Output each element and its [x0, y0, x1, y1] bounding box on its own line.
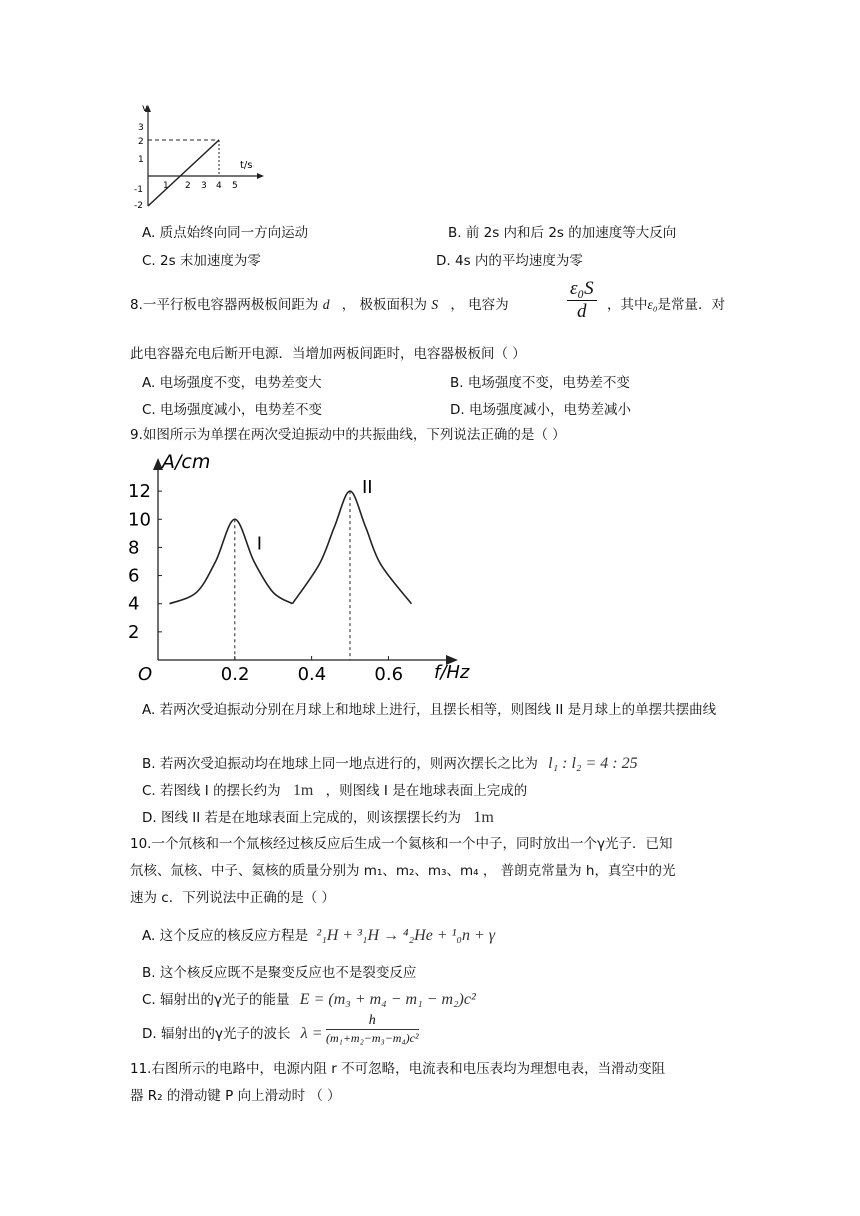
chart-series-label-II: II — [362, 477, 373, 499]
q9-option-c-math: 1m — [292, 782, 314, 799]
vt-ytick: -1 — [134, 185, 143, 195]
chart-x-tick-label: 0.6 — [374, 664, 404, 684]
chart-y-tick-label: 2 — [128, 621, 140, 643]
chart-x-tick-label: 0.2 — [220, 664, 250, 684]
q7-option-c: C. 2s 末加速度为零 — [142, 253, 261, 269]
vt-line — [148, 140, 219, 206]
chart-series-label-I: I — [256, 533, 263, 555]
vt-xtick: 3 — [201, 181, 207, 191]
vt-ytick: 2 — [138, 137, 144, 147]
chart-xlabel: f/Hz — [434, 662, 470, 683]
chart-ylabel: A/cm — [162, 451, 211, 473]
vt-ytick: -2 — [134, 201, 143, 211]
q10-option-c-math: E = (m₃ + m₄ − m₁ − m₂)c² — [299, 991, 476, 1008]
wavelength-fraction — [326, 1012, 419, 1047]
chart-y-tick-label: 12 — [128, 481, 151, 503]
q8-var-s: S — [431, 297, 439, 312]
vt-ylabel: v — [142, 103, 148, 114]
q9-option-d-text: D. 图线 II 若是在地球表面上完成的，则该摆摆长约为 — [142, 810, 462, 826]
q9-option-d — [142, 806, 494, 827]
vt-xtick: 1 — [163, 181, 169, 191]
q10-option-d-text: D. 辐射出的γ光子的波长 — [142, 1026, 291, 1042]
chart-y-tick-label: 8 — [128, 537, 140, 559]
q10-option-c — [142, 988, 476, 1009]
q8-stem-text: 是常量．对 — [657, 297, 726, 313]
capacitance-fraction — [567, 278, 597, 323]
q11-stem-line2: 器 R₂ 的滑动键 P 向上滑动时 （ ） — [130, 1088, 341, 1104]
vt-xtick: 5 — [232, 181, 238, 191]
vt-ytick: 1 — [138, 155, 144, 165]
q9-option-b — [142, 752, 638, 773]
q8-stem-line1-tail — [607, 294, 725, 316]
chart-y-tick-label: 4 — [128, 593, 140, 615]
q8-stem-line2: 此电容器充电后断开电源．当增加两板间距时，电容器极板间（ ） — [130, 346, 526, 362]
q10-option-d-lambda: λ = — [300, 1025, 323, 1042]
q8-stem-text: ， 电容为 — [450, 297, 509, 313]
q9-option-b-math: l₁ : l₂ = 4 : 25 — [548, 755, 638, 772]
q8-stem-text: ， 极板面积为 — [341, 297, 428, 313]
q8-option-b: B. 电场强度不变，电势差不变 — [450, 375, 630, 391]
q9-option-c-text: ，则图线 I 是在地球表面上完成的 — [325, 783, 528, 799]
q9-option-a-line1: A. 若两次受迫振动分别在月球上和地球上进行，且摆长相等，则图线 II 是月球上的单摆共摆曲线 — [142, 702, 717, 718]
resonance-chart — [128, 448, 488, 684]
q10-stem-line3: 速为 c．下列说法中正确的是（ ） — [130, 890, 336, 906]
vt-graph — [128, 102, 268, 214]
q8-option-a: A. 电场强度不变，电势差变大 — [142, 375, 322, 391]
q8-option-d: D. 电场强度减小，电势差减小 — [450, 402, 631, 418]
vt-xtick: 4 — [216, 181, 222, 191]
q8-var-eps: ε₀ — [647, 297, 658, 312]
q9-option-c-text: C. 若图线 I 的摆长约为 — [142, 783, 281, 799]
chart-series-line-II — [292, 491, 411, 604]
chart-origin: O — [138, 664, 153, 684]
chart-y-tick-label: 10 — [128, 509, 151, 531]
q8-stem-text: ，其中 — [607, 297, 648, 313]
q8-option-c: C. 电场强度减小，电势差不变 — [142, 402, 323, 418]
q7-option-b: B. 前 2s 内和后 2s 的加速度等大反向 — [448, 225, 677, 241]
q9-stem: 9.如图所示为单摆在两次受迫振动中的共振曲线，下列说法正确的是（ ） — [130, 427, 566, 443]
chart-series — [170, 477, 412, 660]
q9-option-b-text: B. 若两次受迫振动均在地球上同一地点进行的，则两次摆长之比为 — [142, 756, 538, 772]
vt-xtick: 2 — [185, 181, 191, 191]
q10-option-d — [142, 1022, 323, 1043]
fraction-numerator: ε₀S — [567, 278, 597, 301]
chart-y-tick-label: 6 — [128, 565, 140, 587]
vt-x-arrow — [257, 173, 264, 179]
q9-option-c — [142, 779, 527, 800]
q10-option-c-text: C. 辐射出的γ光子的能量 — [142, 992, 290, 1008]
chart-y-ticks — [128, 481, 162, 643]
q9-option-d-math: 1m — [473, 809, 494, 826]
q10-option-a-math: ²₁H + ³₁H → ⁴₂He + ¹₀n + γ — [316, 927, 496, 944]
vt-ytick: 3 — [138, 123, 144, 133]
fraction-denominator: d — [577, 301, 587, 322]
chart-series-line-I — [170, 519, 293, 603]
q10-stem-line2: 氘核、氚核、中子、氦核的质量分别为 m₁、m₂、m₃、m₄ ， 普朗克常量为 h，真空中的光 — [130, 863, 676, 879]
q8-var-d: d — [322, 297, 330, 312]
fraction-numerator: h — [326, 1012, 419, 1030]
chart-x-tick-label: 0.4 — [297, 664, 327, 684]
q10-option-a-text: A. 这个反应的核反应方程是 — [142, 928, 309, 944]
q10-stem-line1: 10.一个氘核和一个氚核经过核反应后生成一个氦核和一个中子，同时放出一个γ光子．已知 — [130, 836, 673, 852]
q10-option-b: B. 这个核反应既不是聚变反应也不是裂变反应 — [142, 965, 417, 981]
q7-option-d: D. 4s 内的平均速度为零 — [436, 253, 583, 269]
q11-stem-line1: 11.右图所示的电路中，电源内阻 r 不可忽略，电流表和电压表均为理想电表，当滑动变阻 — [130, 1061, 666, 1077]
q8-stem-text: 8.一平行板电容器两极板间距为 — [130, 297, 319, 313]
fraction-denominator: (m₁+m₂−m₃−m₄)c² — [326, 1031, 419, 1045]
q10-option-a — [142, 924, 495, 945]
q7-option-a: A. 质点始终向同一方向运动 — [142, 225, 309, 241]
q8-stem-line1 — [130, 294, 509, 316]
vt-xlabel: t/s — [240, 160, 253, 171]
